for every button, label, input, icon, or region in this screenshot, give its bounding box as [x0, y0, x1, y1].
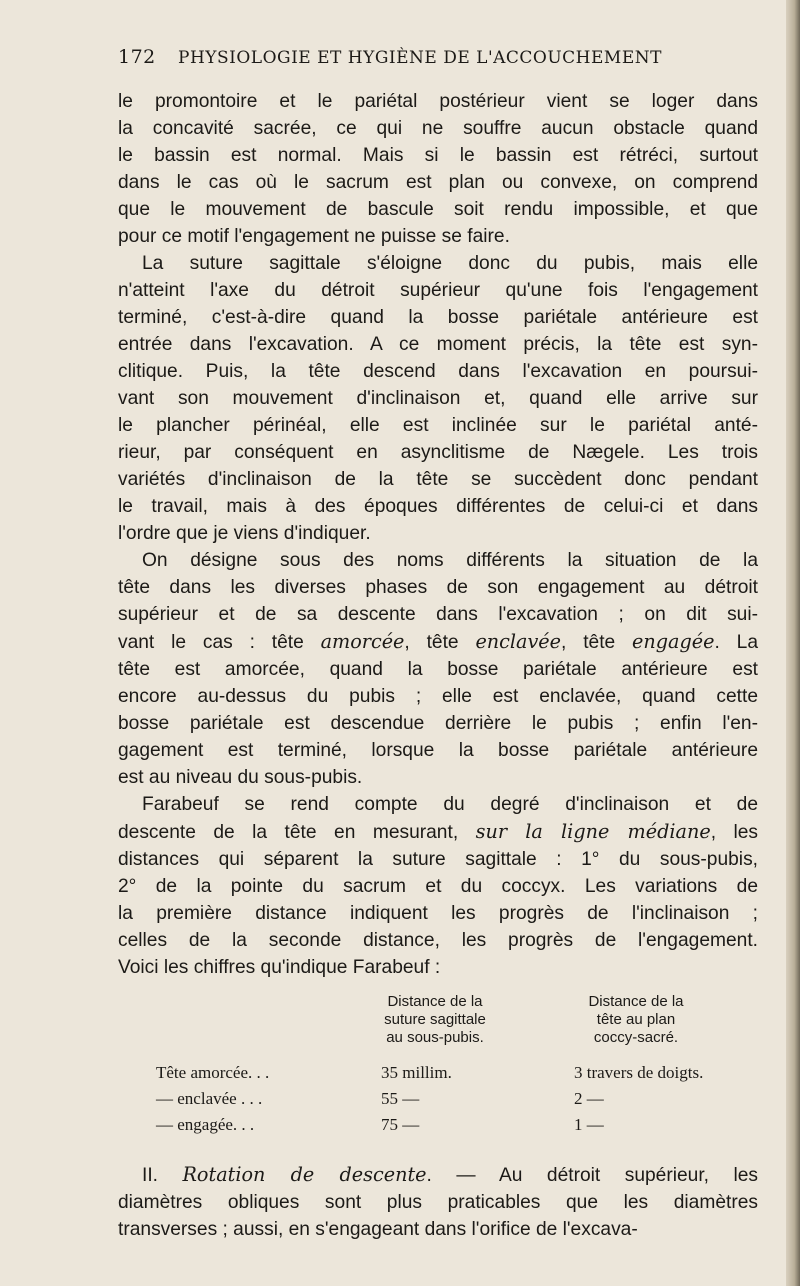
text-line: clitique. Puis, la tête descend dans l'excavation en poursui-: [118, 361, 758, 382]
text-line: le travail, mais à des époques différentes de celui-ci et dans: [118, 496, 758, 517]
row-distance-2: 3 travers de doigts.: [574, 1063, 704, 1082]
text-line: distances qui séparent la suture sagittale : 1° du sous-pubis,: [118, 849, 758, 870]
paragraph: [118, 1161, 758, 1243]
text-line: II. Rotation de descente. — Au détroit supérieur, les: [142, 1163, 759, 1186]
page-edge-shadow: [786, 0, 800, 1286]
italic-term: amorcée: [320, 630, 405, 653]
text-line: dans le cas où le sacrum est plan ou convexe, on comprend: [118, 172, 758, 193]
text-line: gagement est terminé, lorsque la bosse pariétale antérieure: [118, 740, 758, 761]
row-distance-2: 1 —: [574, 1115, 604, 1134]
text-line: La suture sagittale s'éloigne donc du pubis, mais elle: [142, 253, 758, 274]
body-text: [118, 88, 758, 981]
text-line: entrée dans l'excavation. A ce moment précis, la tête est syn-: [118, 334, 758, 355]
text-line: celles de la seconde distance, les progrès de l'engagement.: [118, 930, 758, 951]
italic-term: Rotation de descente: [182, 1163, 427, 1186]
row-label: — engagée. . .: [156, 1115, 255, 1134]
page-number: 172: [118, 46, 156, 68]
paragraph: [118, 791, 758, 981]
table-column-head-distance-sous-pubis: Distance de la suture sagittale au sous-pubis.: [384, 993, 486, 1046]
text-line: terminé, c'est-à-dire quand la bosse pariétale antérieure est: [118, 307, 758, 328]
row-label: Tête amorcée. . .: [156, 1063, 270, 1082]
paragraph: [118, 547, 758, 791]
text-line: 2° de la pointe du sacrum et du coccyx. Les variations de: [118, 876, 758, 897]
text-line: encore au-dessus du pubis ; elle est enclavée, quand cette: [118, 686, 758, 707]
text-line: vant le cas : tête amorcée, tête enclavée, tête engagée. La: [118, 630, 758, 653]
text-line: le plancher périnéal, elle est inclinée sur le pariétal anté-: [118, 415, 758, 436]
text-line: rieur, par conséquent en asynclitisme de Nægele. Les trois: [118, 442, 758, 463]
text-line: l'ordre que je viens d'indiquer.: [118, 523, 371, 544]
table-row: [156, 1115, 756, 1139]
text-line: On désigne sous des noms différents la situation de la: [142, 550, 758, 571]
text-line: bosse pariétale est descendue derrière le pubis ; enfin l'en-: [118, 713, 758, 734]
row-label: — enclavée . . .: [156, 1089, 263, 1108]
italic-term: enclavée: [475, 630, 562, 653]
text-line: diamètres obliques sont plus praticables que les diamètres: [118, 1192, 758, 1213]
table-column-head-distance-coccy-sacre: Distance de la tête au plan coccy-sacré.: [588, 993, 684, 1046]
text-line: n'atteint l'axe du détroit supérieur qu'une fois l'engagement: [118, 280, 758, 301]
table-row: [156, 1089, 756, 1113]
row-distance-1: 55 —: [381, 1089, 420, 1108]
text-line: est au niveau du sous-pubis.: [118, 767, 363, 788]
text-line: la première distance indiquent les progrès de l'inclinaison ;: [118, 903, 758, 924]
row-distance-1: 35 millim.: [381, 1063, 452, 1082]
text-line: descente de la tête en mesurant, sur la ligne médiane, les: [118, 820, 759, 843]
paragraph: [118, 250, 758, 547]
row-distance-1: 75 —: [381, 1115, 420, 1134]
text-line: la concavité sacrée, ce qui ne souffre aucun obstacle quand: [118, 118, 758, 139]
text-line: transverses ; aussi, en s'engageant dans l'orifice de l'excava-: [118, 1219, 638, 1240]
text-line: pour ce motif l'engagement ne puisse se faire.: [118, 226, 510, 247]
italic-term: sur la ligne médiane: [475, 820, 711, 843]
paragraph: [118, 88, 758, 250]
row-distance-2: 2 —: [574, 1089, 604, 1108]
running-title: PHYSIOLOGIE ET HYGIÈNE DE L'ACCOUCHEMENT: [178, 48, 662, 68]
text-line: variétés d'inclinaison de la tête se succèdent donc pendant: [118, 469, 758, 490]
text-line: supérieur et de sa descente dans l'excavation ; on dit sui-: [118, 604, 758, 625]
text-line: Voici les chiffres qu'indique Farabeuf :: [118, 957, 441, 978]
text-line: vant son mouvement d'inclinaison et, quand elle arrive sur: [118, 388, 758, 409]
closing-paragraph: [118, 1161, 758, 1243]
text-line: que le mouvement de bascule soit rendu impossible, et que: [118, 199, 758, 220]
italic-term: engagée: [632, 630, 715, 653]
text-line: Farabeuf se rend compte du degré d'inclinaison et de: [142, 794, 758, 815]
text-line: le bassin est normal. Mais si le bassin est rétréci, surtout: [118, 145, 758, 166]
text-line: tête dans les diverses phases de son engagement au détroit: [118, 577, 758, 598]
farabeuf-table: [118, 993, 758, 1143]
book-page: [118, 46, 758, 1243]
running-head: [118, 46, 758, 76]
table-row: [156, 1063, 756, 1087]
text-line: le promontoire et le pariétal postérieur vient se loger dans: [118, 91, 758, 112]
text-line: tête est amorcée, quand la bosse pariétale antérieure est: [118, 659, 758, 680]
